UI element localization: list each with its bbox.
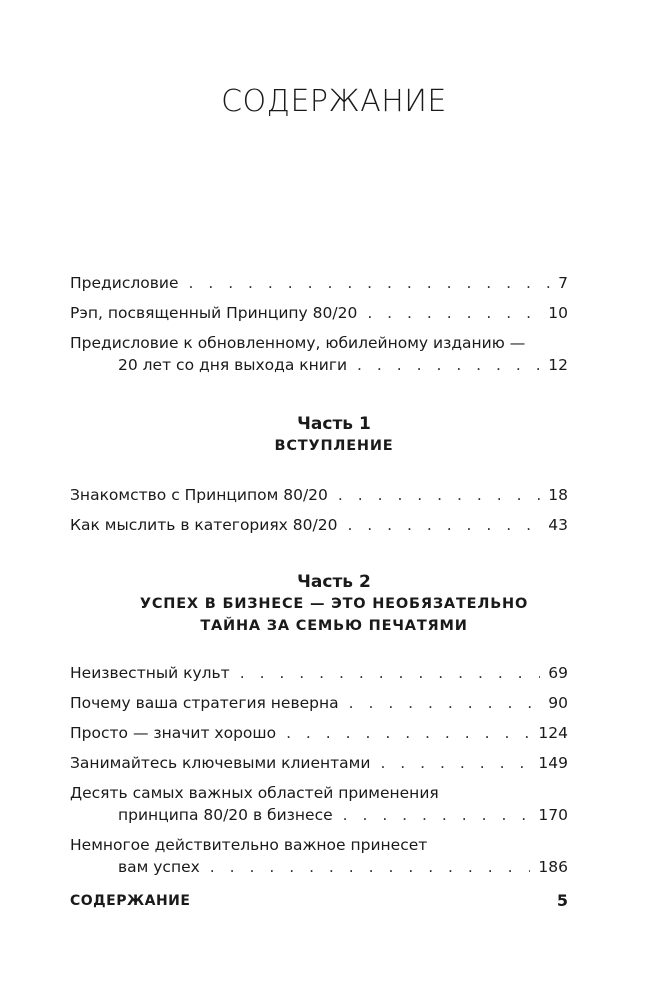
toc-entry[interactable] <box>70 722 568 744</box>
page-number: 149 <box>538 754 568 772</box>
page-number: 43 <box>548 516 568 534</box>
running-footer-section: СОДЕРЖАНИЕ <box>70 893 191 909</box>
entry-title: Предисловие к обновленному, юбилейному изданию — <box>70 334 526 352</box>
page-number: 12 <box>548 356 568 374</box>
toc-entry[interactable] <box>70 332 568 376</box>
entry-title: Немногое действительно важное принесет <box>70 836 428 854</box>
toc-entry[interactable] <box>70 692 568 714</box>
toc-entry[interactable] <box>70 782 568 826</box>
toc-entry[interactable] <box>70 484 568 506</box>
leader-dots <box>367 302 540 324</box>
toc-entry[interactable] <box>70 272 568 294</box>
part-title: ВСТУПЛЕНИЕ <box>274 438 394 454</box>
page-title: СОДЕРЖАНИЕ <box>221 84 447 119</box>
part-number: Часть 2 <box>297 572 371 592</box>
page-number: 10 <box>548 304 568 322</box>
leader-dots <box>210 856 531 878</box>
leader-dots <box>338 484 540 506</box>
page-number: 18 <box>548 486 568 504</box>
page-number: 170 <box>538 806 568 824</box>
entry-title-continued: 20 лет со дня выхода книги <box>118 356 348 374</box>
leader-dots <box>286 722 530 744</box>
leader-dots <box>240 662 541 684</box>
entry-title: Почему ваша стратегия неверна <box>70 694 339 712</box>
page-number: 69 <box>548 664 568 682</box>
part-title: УСПЕХ В БИЗНЕСЕ — ЭТО НЕОБЯЗАТЕЛЬНО <box>139 596 529 612</box>
entry-title: Знакомство с Принципом 80/20 <box>70 486 328 504</box>
part-number: Часть 1 <box>297 414 371 434</box>
page-number: 186 <box>538 858 568 876</box>
toc-entry[interactable] <box>70 514 568 536</box>
entry-title: Занимайтесь ключевыми клиентами <box>70 754 371 772</box>
part-heading <box>0 571 668 637</box>
leader-dots <box>347 514 540 536</box>
entry-title: Десять самых важных областей применения <box>70 784 439 802</box>
leader-dots <box>188 272 550 294</box>
folio-page-number: 5 <box>556 891 568 910</box>
entry-title: Просто — значит хорошо <box>70 724 277 742</box>
leader-dots <box>380 752 530 774</box>
entry-title-continued: принципа 80/20 в бизнесе <box>118 806 333 824</box>
entry-title-continued: вам успех <box>118 858 200 876</box>
entry-title: Как мыслить в категориях 80/20 <box>70 516 338 534</box>
toc-entry[interactable] <box>70 752 568 774</box>
part-heading <box>0 413 668 457</box>
toc-entry[interactable] <box>70 834 568 878</box>
entry-title: Предисловие <box>70 274 179 292</box>
entry-title: Неизвестный культ <box>70 664 230 682</box>
leader-dots <box>349 692 541 714</box>
toc-entry[interactable] <box>70 662 568 684</box>
leader-dots <box>343 804 531 826</box>
page-number: 124 <box>538 724 568 742</box>
part-title-continued: ТАЙНА ЗА СЕМЬЮ ПЕЧАТЯМИ <box>200 618 468 634</box>
page-number: 7 <box>558 274 568 292</box>
leader-dots <box>357 354 540 376</box>
toc-entry[interactable] <box>70 302 568 324</box>
page-number: 90 <box>548 694 568 712</box>
entry-title: Рэп, посвященный Принципу 80/20 <box>70 304 358 322</box>
